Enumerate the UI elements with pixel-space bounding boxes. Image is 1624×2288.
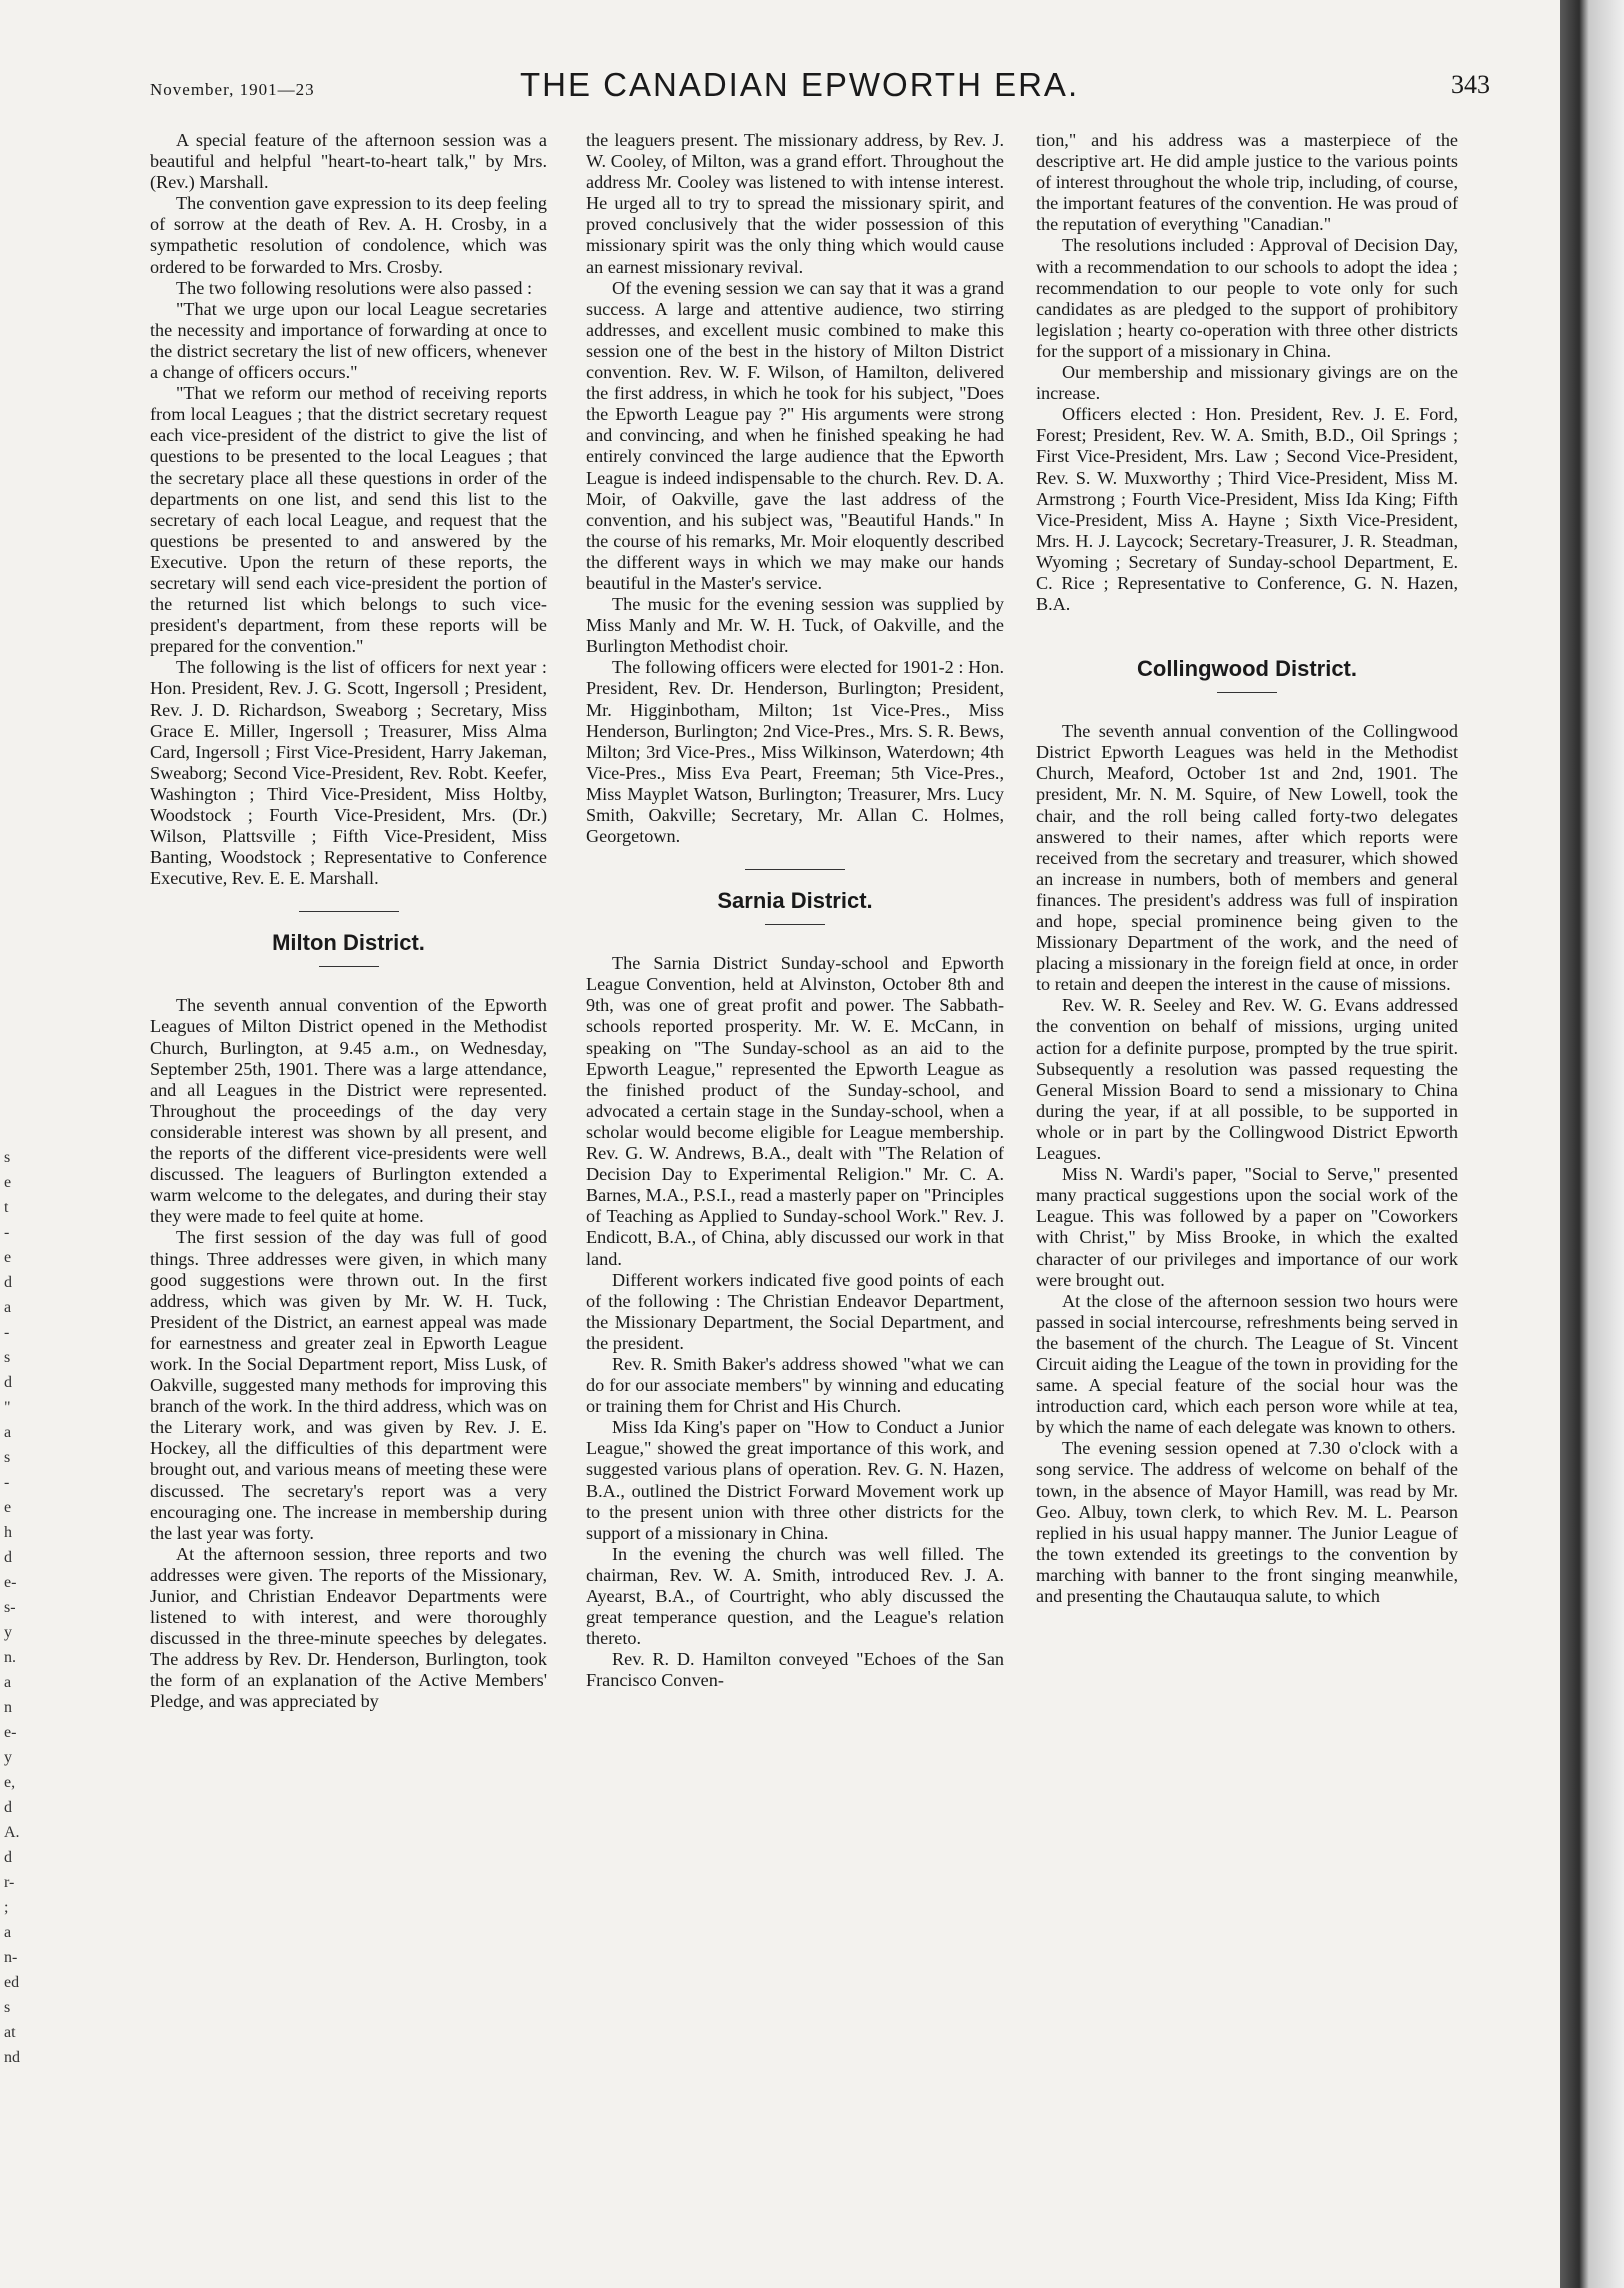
margin-fragment: e,: [4, 1774, 16, 1791]
paragraph: At the close of the afternoon session two hours were passed in social intercourse, refreshments being served in the basement of the church. The League of St. Vincent Circuit aiding the League of the town in providing for the same. A special feature of the social hour was the introduction card, which each person wore while at tea, by which the name of each delegate was known to others.: [1036, 1290, 1458, 1438]
paragraph: At the afternoon session, three reports and two addresses were given. The reports of the Missionary, Junior, and Christian Endeavor Departments were listened to with interest, and were thoroughly discussed in the three-minute speeches by delegates. The address by Rev. Dr. Henderson, Burlington, took the form of an explanation of the Active Members' Pledge, and was appreciated by: [150, 1543, 547, 1712]
paragraph: The seventh annual convention of the Collingwood District Epworth Leagues was held in the Methodist Church, Meaford, October 1st and 2nd, 1901. The president, Mr. N. M. Squire, of New Lowell, took the chair, and the roll being called forty-two delegates answered to their names, after which reports were received from the secretary and treasurer, which showed an increase in numbers, both of members and general finances. The president's address was full of inspiration and hope, special prominence being given to the Missionary Department of the work, and the need of placing a missionary in the foreign field at once, in order to retain and deepen the interest in the cause of missions.: [1036, 721, 1458, 995]
section-title-milton: Milton District.: [272, 930, 425, 956]
title-underline: [765, 924, 825, 925]
issue-date: November, 1901—23: [150, 80, 315, 99]
margin-fragment: ed: [4, 1974, 20, 1991]
margin-fragment: a: [4, 1924, 12, 1941]
title-underline: [1217, 692, 1277, 693]
paragraph: The evening session opened at 7.30 o'clock with a song service. The address of welcome on behalf of the town, in the absence of Mayor Hamill, was read by Mr. Geo. Albuy, town clerk, to which Rev. M. L. Pearson replied in his usual happy manner. The Junior League of the town extended its greetings to the convention by marching with banner to the front singing meanwhile, and presenting the Chautauqua salute, to which: [1036, 1438, 1458, 1606]
section-title-sarnia: Sarnia District.: [717, 888, 873, 914]
column-3-body: [1036, 130, 1458, 615]
paragraph: The following officers were elected for 1901-2 : Hon. President, Rev. Dr. Henderson, Burlington; President, Mr. Higginbotham, Milton; 1st Vice-Pres., Miss Henderson, Burlington; 2nd Vice-Pres., Mrs. S. R. Bews, Milton; 3rd Vice-Pres., Miss Wilkinson, Waterdown; 4th Vice-Pres., Miss Eva Peart, Freeman; 5th Vice-Pres., Miss Mayplet Watson, Burlington; Treasurer, Mrs. Lucy Smith, Oakville; Secretary, Mr. Allan C. Holmes, Georgetown.: [586, 657, 1004, 847]
adjacent-page-margin: [0, 120, 30, 2220]
margin-fragment: a: [4, 1424, 12, 1441]
margin-fragment: -: [4, 1324, 10, 1341]
margin-fragment: d: [4, 1274, 12, 1291]
section-divider: [299, 911, 399, 912]
paragraph: The Sarnia District Sunday-school and Epworth League Convention, held at Alvinston, October 8th and 9th, was one of great profit and power. The Sabbath-schools reported prosperity. Mr. W. E. McCann, in speaking on "The Sunday-school as an aid to the Epworth League," represented the Epworth League as the finished product of the Sunday-school, and advocated a certain stage in the Sunday-school, when a scholar would become eligible for League membership. Rev. G. W. Andrews, B.A., dealt with "The Relation of Decision Day to Experimental Religion." Mr. C. A. Barnes, M.A., P.S.I., read a masterly paper on "Principles of Teaching as Applied to Sunday-school Work." Rev. J. Endicott, B.A., of China, ably discussed our work in that land.: [586, 953, 1004, 1269]
margin-fragment: nd: [4, 2049, 20, 2066]
paragraph: Rev. W. R. Seeley and Rev. W. G. Evans addressed the convention on behalf of missions, urging united action for a definite purpose, prompted by the true spirit. Subsequently a resolution was passed requesting the General Mission Board to send a missionary to China during the year, if at all possible, to be supported in whole or in part by the Collingwood District Epworth Leagues.: [1036, 995, 1458, 1164]
margin-fragment: s: [4, 1449, 11, 1466]
margin-fragment: t: [4, 1199, 9, 1216]
page-number: 343: [1451, 70, 1490, 99]
paragraph: The two following resolutions were also passed :: [176, 277, 533, 298]
milton-section-body: [150, 995, 547, 1712]
paragraph: Rev. R. Smith Baker's address showed "what we can do for our associate members" by winning and educating or training them for Christ and His Church.: [586, 1353, 1004, 1417]
paragraph: Miss N. Wardi's paper, "Social to Serve," presented many practical suggestions upon the social work of the League. This was followed by a paper on "Coworkers with Christ," by Miss Brooke, in which the exalted character of our privileges and importance of our work were brought out.: [1036, 1164, 1458, 1290]
column-2-body: [586, 130, 1004, 847]
margin-fragment: at: [4, 2024, 16, 2041]
margin-fragment: ;: [4, 1899, 9, 1916]
paragraph: Different workers indicated five good points of each of the following : The Christian Endeavor Department, the Missionary Department, the Social Department, and the president.: [586, 1269, 1004, 1353]
margin-fragment: ": [4, 1399, 11, 1416]
margin-fragment: s: [4, 1149, 11, 1166]
column-1: [150, 130, 547, 1713]
margin-fragment: e: [4, 1499, 12, 1516]
margin-fragment: n.: [4, 1649, 16, 1666]
sarnia-section-body: [586, 953, 1004, 1691]
paragraph: The resolutions included : Approval of Decision Day, with a recommendation to our schools to adopt the idea ; recommendation to our people to vote only for such candidates as are pledged to the support of prohibitory legislation ; hearty co-operation with three other districts for the support of a missionary in China.: [1036, 235, 1458, 361]
margin-fragment: s: [4, 1999, 11, 2016]
paragraph: tion," and his address was a masterpiece of the descriptive art. He did ample justice to the various points of interest throughout the whole trip, including, of course, the important features of the convention. He was proud of the reputation of everything "Canadian.": [1036, 130, 1458, 235]
column-1-body: [150, 130, 547, 889]
margin-fragment: e: [4, 1249, 12, 1266]
title-underline: [319, 966, 379, 967]
book-binding-edge: [1560, 0, 1624, 2288]
margin-fragment: s: [4, 1349, 11, 1366]
paragraph: Rev. R. D. Hamilton conveyed "Echoes of the San Francisco Conven-: [586, 1649, 1004, 1691]
paragraph: Our membership and missionary givings are on the increase.: [1036, 362, 1458, 404]
margin-fragment: -: [4, 1224, 10, 1241]
paragraph: Of the evening session we can say that it was a grand success. A large and attentive audience, two stirring addresses, and excellent music combined to make this session one of the best in the history of Milton District convention. Rev. W. F. Wilson, of Hamilton, delivered the first address, in which he took for his subject, "Does the Epworth League pay ?" His arguments were strong and convincing, and when he finished speaking he had entirely convinced the large audience that the Epworth League is indeed indispensable to the church. Rev. D. A. Moir, of Oakville, gave the last address of the convention, and his subject was, "Beautiful Hands." In the course of his remarks, Mr. Moir eloquently described the different ways in which we may make our hands beautiful in the Master's service.: [586, 277, 1004, 593]
margin-fragment: y: [4, 1749, 12, 1766]
margin-fragment: e-: [4, 1724, 17, 1741]
paragraph: Officers elected : Hon. President, Rev. J. E. Ford, Forest; President, Rev. W. A. Smith, B.D., Oil Springs ; First Vice-President, Mrs. Law ; Second Vice-President, Rev. S. W. Muxworthy ; Third Vice-President, Miss M. Armstrong ; Fourth Vice-President, Miss Ida King; Fifth Vice-President, Miss A. Hayne ; Sixth Vice-President, Mrs. H. J. Laycock; Secretary-Treasurer, J. R. Steadman, Wyoming ; Secretary of Sunday-school Department, E. C. Rice ; Representative to Conference, G. N. Hazen, B.A.: [1036, 404, 1458, 615]
paragraph: The following is the list of officers for next year : Hon. President, Rev. J. G. Scott, Ingersoll ; President, Rev. J. D. Richardson, Sweaborg ; Secretary, Miss Grace E. Miller, Ingersoll ; Treasurer, Miss Alma Card, Ingersoll ; First Vice-President, Harry Jakeman, Sweaborg; Second Vice-President, Rev. Robt. Keefer, Washington ; Third Vice-President, Miss Holtby, Woodstock ; Fourth Vice-President, Mrs. (Dr.) Wilson, Plattsville ; Fifth Vice-President, Miss Banting, Woodstock ; Representative to Conference Executive, Rev. E. E. Marshall.: [150, 657, 547, 889]
margin-fragment: y: [4, 1624, 12, 1641]
paragraph: The seventh annual convention of the Epworth Leagues of Milton District opened in the Methodist Church, Burlington, at 9.45 a.m., on Wednesday, September 25th, 1901. There was a large attendance, and all Leagues in the District were represented. Throughout the proceedings of the day very considerable interest was shown by all present, and the reports of the different vice-presidents were well discussed. The leaguers of Burlington extended a warm welcome to the delegates, and during their stay they were made to feel quite at home.: [150, 995, 547, 1227]
margin-fragment: a: [4, 1674, 12, 1691]
margin-fragment: -: [4, 1474, 10, 1491]
paragraph: "That we reform our method of receiving reports from local Leagues ; that the district secretary request each vice-president of the district to give the list of questions to be presented to the local Leagues ; that the secretary place all these questions in order of the departments on one list, and send this list to the secretary of each local League, and request that the questions be presented to and answered by the Executive. Upon the return of these reports, the secretary will send each vice-president the portion of the returned list which belongs to such vice-president's department, from these reports will be prepared for the convention.": [150, 383, 547, 657]
margin-fragment: h: [4, 1524, 12, 1541]
margin-fragment: e: [4, 1174, 12, 1191]
paragraph: The first session of the day was full of good things. Three addresses were given, in which many good suggestions were thrown out. In the first address, which was given by Mr. W. H. Tuck, President of the District, an earnest appeal was made for earnestness and greater zeal in Epworth League work. In the Social Department report, Miss Lusk, of Oakville, suggested many methods for improving this branch of the work. In the third address, which was on the Literary work, and was given by Rev. J. E. Hockey, all the difficulties of this department were brought out, and various means of meeting these were discussed. The secretary's report was a very encouraging one. The increase in membership during the last year was forty.: [150, 1227, 547, 1543]
margin-fragment: e-: [4, 1574, 17, 1591]
paragraph: The convention gave expression to its deep feeling of sorrow at the death of Rev. A. H. Crosby, in a sympathetic resolution of condolence, which was ordered to be forwarded to Mrs. Crosby.: [150, 193, 547, 277]
margin-fragment: d: [4, 1799, 12, 1816]
margin-fragment: a: [4, 1299, 12, 1316]
margin-fragment: A.: [4, 1824, 20, 1841]
margin-fragment: n: [4, 1699, 12, 1716]
column-2: [586, 130, 1004, 1691]
column-3: [1036, 130, 1458, 1607]
publication-title: THE CANADIAN EPWORTH ERA.: [520, 66, 1080, 103]
paragraph: A special feature of the afternoon session was a beautiful and helpful "heart-to-heart talk," by Mrs. (Rev.) Marshall.: [150, 130, 547, 193]
margin-fragment: d: [4, 1374, 12, 1391]
paragraph: The music for the evening session was supplied by Miss Manly and Mr. W. H. Tuck, of Oakville, and the Burlington Methodist choir.: [586, 594, 1004, 657]
paragraph: the leaguers present. The missionary address, by Rev. J. W. Cooley, of Milton, was a grand effort. Throughout the address Mr. Cooley was listened to with intense interest. He urged all to try to spread the missionary spirit, and proved conclusively that the wider possession of this missionary spirit was the only thing which would cause an earnest missionary revival.: [586, 130, 1004, 277]
section-divider: [745, 869, 845, 870]
paragraph: In the evening the church was well filled. The chairman, Rev. W. A. Smith, introduced Rev. J. A. Ayearst, B.A., of Courtright, who ably discussed the great temperance question, and the League's relation thereto.: [586, 1543, 1004, 1649]
margin-fragment: n-: [4, 1949, 18, 1966]
section-title-collingwood: Collingwood District.: [1137, 656, 1357, 682]
paragraph: Miss Ida King's paper on "How to Conduct a Junior League," showed the great importance of this work, and suggested various plans of operation. Rev. G. N. Hazen, B.A., outlined the District Forward Movement work up to the present union with three other districts for the support of a missionary in China.: [586, 1417, 1004, 1543]
page-header: [150, 66, 1490, 110]
margin-fragment: s-: [4, 1599, 16, 1616]
paragraph: "That we urge upon our local League secretaries the necessity and importance of forwarding at once to the district secretary the list of new officers, whenever a change of officers occurs.": [150, 298, 547, 383]
margin-fragment: d: [4, 1549, 12, 1566]
margin-fragment: r-: [4, 1874, 15, 1891]
collingwood-section-body: [1036, 721, 1458, 1607]
margin-fragment: d: [4, 1849, 12, 1866]
